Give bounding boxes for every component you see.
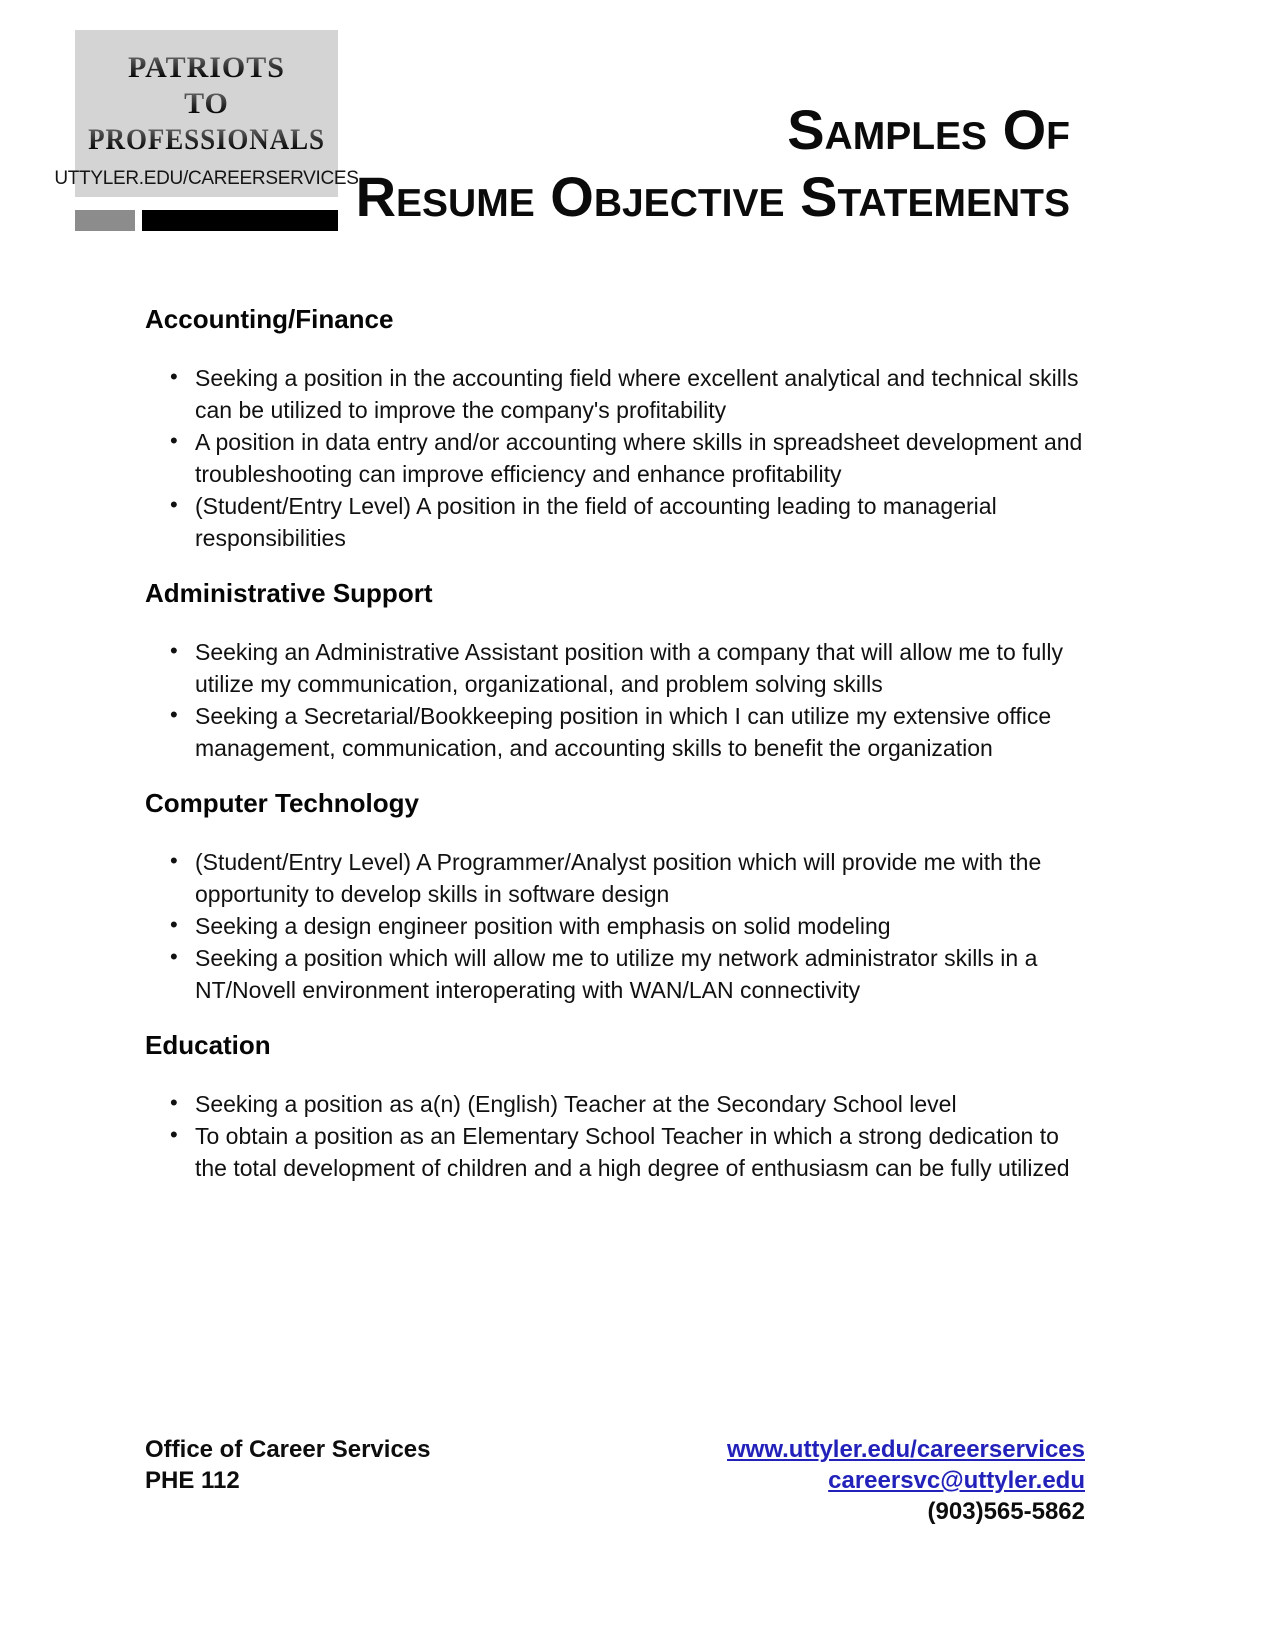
objective-bullet: • Seeking an Administrative Assistant position with a company that will allow me to fully utilize my communication, organizational, and problem solving skills [145, 636, 1085, 700]
bullet-list-administrative-support [145, 636, 1085, 764]
objective-bullet: • Seeking a design engineer position with emphasis on solid modeling [145, 910, 1085, 942]
footer-office-name: Office of Career Services [145, 1436, 431, 1463]
footer-phone-number: (903)565-5862 [927, 1498, 1085, 1525]
page-title [356, 96, 1070, 230]
bullet-list-computer-technology [145, 846, 1085, 1006]
section-accounting-finance [145, 302, 1085, 554]
logo-bar-black-segment [142, 210, 338, 231]
footer-contact-block [727, 1434, 1085, 1527]
section-computer-technology [145, 786, 1085, 1006]
section-heading-computer-technology: Computer Technology [145, 788, 419, 818]
objective-bullet: • Seeking a position as a(n) (English) Teacher at the Secondary School level [145, 1088, 1085, 1120]
page-title-line-2: Resume Objective Statements [355, 165, 1070, 228]
logo-accent-bar [75, 210, 338, 231]
objective-bullet: • A position in data entry and/or accounting where skills in spreadsheet development and troubleshooting can improve efficiency and enhance profitability [145, 426, 1085, 490]
section-administrative-support [145, 576, 1085, 764]
objective-bullet: • Seeking a position which will allow me to utilize my network administrator skills in a NT/Novell environment interoperating with WAN/LAN connectivity [145, 942, 1085, 1006]
objective-bullet: • (Student/Entry Level) A Programmer/Analyst position which will provide me with the opportunity to develop skills in software design [145, 846, 1085, 910]
logo-line-to: TO [184, 87, 229, 120]
footer-office-room: PHE 112 [145, 1467, 240, 1494]
logo-url: UTTYLER.EDU/CAREERSERVICES [54, 168, 359, 189]
footer-office-block [145, 1434, 430, 1496]
objective-bullet: • Seeking a Secretarial/Bookkeeping position in which I can utilize my extensive office management, communication, and accounting skills to benefit the organization [145, 700, 1085, 764]
objective-bullet: • To obtain a position as an Elementary School Teacher in which a strong dedication to the total development of children and a high degree of enthusiasm can be fully utilized [145, 1120, 1085, 1184]
bullet-list-education [145, 1088, 1085, 1184]
footer-website-link[interactable]: www.uttyler.edu/careerservices [727, 1436, 1085, 1463]
page-footer [145, 1434, 1085, 1527]
section-heading-education: Education [145, 1030, 271, 1060]
patriots-to-professionals-logo [54, 30, 359, 231]
page-title-line-1: Samples Of [787, 98, 1070, 161]
logo-bar-gray-segment [75, 210, 135, 231]
objective-bullet: • Seeking a position in the accounting field where excellent analytical and technical skills can be utilized to improve the company's profitability [145, 362, 1085, 426]
bullet-list-accounting-finance [145, 362, 1085, 554]
logo-line-professionals: PROFESSIONALS [88, 123, 325, 156]
section-education [145, 1028, 1085, 1184]
objective-bullet: • (Student/Entry Level) A position in the field of accounting leading to managerial responsibilities [145, 490, 1085, 554]
logo-line-patriots: PATRIOTS [128, 51, 285, 84]
document-body [145, 302, 1085, 1206]
footer-email-link[interactable]: careersvc@uttyler.edu [828, 1467, 1085, 1494]
section-heading-administrative-support: Administrative Support [145, 578, 433, 608]
section-heading-accounting-finance: Accounting/Finance [145, 304, 394, 334]
logo-box [54, 30, 359, 197]
